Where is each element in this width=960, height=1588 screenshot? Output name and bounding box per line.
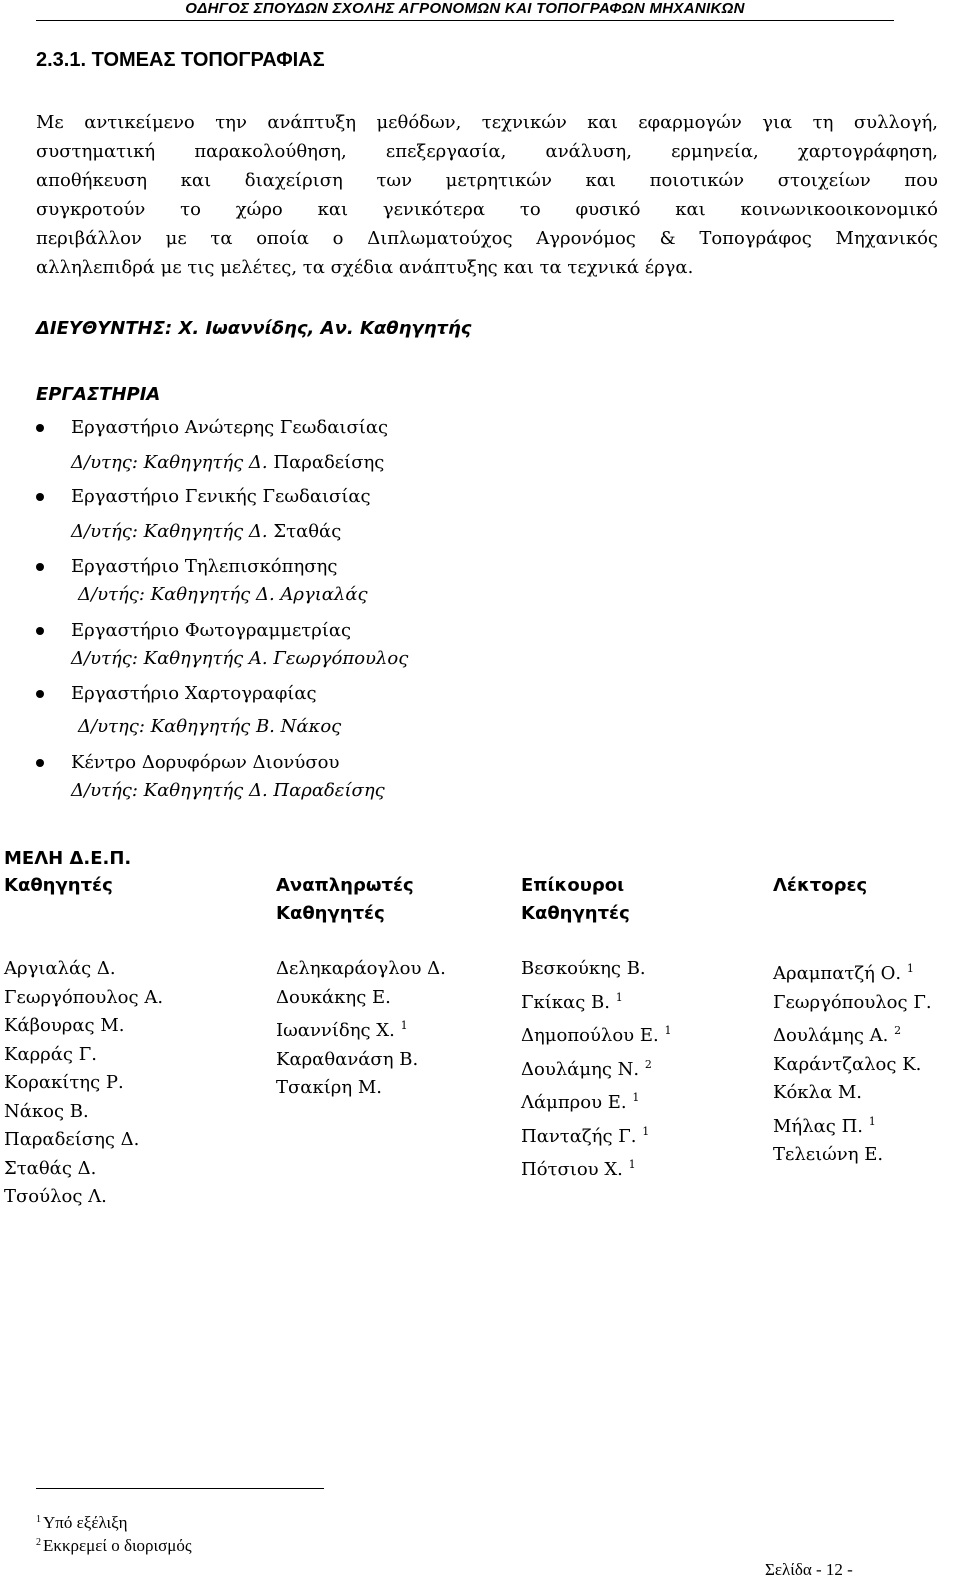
lab-head: Δ/υτής: Καθηγητής Δ. Παραδείσης <box>71 780 385 801</box>
staff-column <box>521 955 671 1185</box>
bullet-icon <box>36 759 44 767</box>
staff-member: Δημοπούλου Ε. $^1$ <box>521 1024 672 1046</box>
director-line: ΔΙΕΥΘΥΝΤΗΣ: Χ. Ιωαννίδης, Αν. Καθηγητής <box>36 318 472 339</box>
lab-name: Κέντρο Δορυφόρων Διονύσου <box>71 752 340 773</box>
staff-member: Νάκος Β. <box>4 1100 89 1122</box>
bullet-icon <box>36 493 44 501</box>
staff-column <box>773 955 932 1170</box>
staff-member: Δεληκαράογλου Δ. <box>276 958 446 979</box>
staff-member: Βεσκούκης Β. <box>521 958 646 979</box>
lab-name: Εργαστήριο Γενικής Γεωδαισίας <box>71 486 371 507</box>
staff-member: Λάμπρου Ε. $^1$ <box>521 1091 640 1113</box>
footnote-marker: 1 <box>906 962 914 975</box>
staff-member: Σταθάς Δ. <box>4 1157 97 1179</box>
staff-member: Κορακίτης Ρ. <box>4 1072 124 1093</box>
staff-member: Τελειώνη Ε. <box>773 1144 884 1165</box>
lab-head: Δ/υτής: Καθηγητής Α. Γεωργόπουλος <box>71 648 409 669</box>
staff-column <box>4 955 163 1212</box>
bullet-icon <box>36 563 44 571</box>
lab-name: Εργαστήριο Χαρτογραφίας <box>71 683 317 704</box>
footnote-marker: 1 <box>400 1019 408 1032</box>
footnote-marker: 1 <box>868 1114 876 1128</box>
column-heading-assistant: Επίκουροι Καθηγητές <box>521 875 630 924</box>
staff-member: Πότσιου Χ. $^1$ <box>521 1158 636 1180</box>
footnote-divider <box>36 1488 324 1489</box>
staff-member: Ιωαννίδης Χ. $^1$ <box>276 1019 408 1041</box>
lab-name: Εργαστήριο Φωτογραμμετρίας <box>71 620 352 641</box>
lab-name: Εργαστήριο Ανώτερης Γεωδαισίας <box>71 417 389 438</box>
intro-line: συστηματική παρακολούθηση, επεξεργασία, ανάλυση, ερμηνεία, χαρτογράφηση, <box>36 141 938 162</box>
staff-member: Τσακίρη Μ. <box>276 1077 382 1098</box>
intro-line: Με αντικείμενο την ανάπτυξη μεθόδων, τεχνικών και εφαρμογών για τη συλλογή, <box>36 112 938 133</box>
staff-member: Γκίκας Β. $^1$ <box>521 990 623 1013</box>
lab-head: Δ/υτης: Καθηγητής Β. Νάκος <box>78 716 342 737</box>
footnote-marker: 1 <box>632 1091 640 1104</box>
footnote-marker: 2 <box>644 1057 652 1071</box>
staff-member: Αργιαλάς Δ. <box>4 958 116 979</box>
running-header: ΟΔΗΓΟΣ ΣΠΟΥΔΩΝ ΣΧΟΛΗΣ ΑΓΡΟΝΟΜΩΝ ΚΑΙ ΤΟΠΟΓΡΑΦΩΝ ΜΗΧΑΝΙΚΩΝ <box>36 0 894 21</box>
section-title: 2.3.1. ΤΟΜΕΑΣ ΤΟΠΟΓΡΑΦΙΑΣ <box>36 49 325 71</box>
bullet-icon <box>36 627 44 635</box>
staff-member: Καρράς Γ. <box>4 1043 97 1065</box>
staff-member: Καραθανάση Β. <box>276 1048 419 1070</box>
lab-head: Δ/υτής: Καθηγητής Δ. Σταθάς <box>71 521 342 542</box>
footnote-marker: 1 <box>664 1024 672 1037</box>
staff-member: Δουλάμης Ν. $^2$ <box>521 1057 652 1080</box>
bullet-icon <box>36 424 44 432</box>
intro-paragraph <box>36 108 938 282</box>
column-heading-lecturers: Λέκτορες <box>773 875 868 896</box>
staff-title: ΜΕΛΗ Δ.Ε.Π. <box>4 848 132 869</box>
staff-member: Δουκάκης Ε. <box>276 986 391 1008</box>
column-heading-professors: Καθηγητές <box>4 875 113 896</box>
intro-line: αποθήκευση και διαχείριση των μετρητικών και ποιοτικών στοιχείων που <box>36 170 938 191</box>
staff-column <box>276 955 446 1103</box>
column-heading-associate: Αναπληρωτές Καθηγητές <box>276 875 414 924</box>
staff-member: Τσούλος Λ. <box>4 1186 107 1207</box>
footnote-marker: 2 <box>894 1024 902 1037</box>
footnote: $^2$ Εκκρεμεί ο διορισμός <box>36 1536 192 1555</box>
footnote-marker: 1 <box>628 1158 636 1171</box>
footnote-marker: 1 <box>615 990 623 1004</box>
staff-member: Αραμπατζή Ο. $^1$ <box>773 962 914 984</box>
intro-line: συγκροτούν το χώρο και γενικότερα το φυσικό και κοινωνικοοικονομικό <box>36 199 938 220</box>
footnote: $^1$ Υπό εξέλιξη <box>36 1513 128 1532</box>
intro-line: αλληλεπιδρά με τις μελέτες, τα σχέδια ανάπτυξης και τα τεχνικά έργα. <box>36 257 694 278</box>
page-number: Σελίδα - 12 - <box>765 1560 853 1579</box>
staff-member: Κόκλα Μ. <box>773 1082 862 1103</box>
footnote-marker: 1 <box>642 1124 650 1138</box>
staff-member: Πανταζής Γ. $^1$ <box>521 1124 650 1147</box>
staff-member: Παραδείσης Δ. <box>4 1129 140 1150</box>
lab-head: Δ/υτής: Καθηγητής Δ. Αργιαλάς <box>78 584 368 605</box>
lab-head: Δ/υτης: Καθηγητής Δ. Παραδείσης <box>71 452 385 473</box>
staff-member: Γεωργόπουλος Α. <box>4 986 164 1008</box>
staff-member: Γεωργόπουλος Γ. <box>773 991 932 1013</box>
bullet-icon <box>36 690 44 698</box>
staff-member: Δουλάμης Α. $^2$ <box>773 1024 902 1046</box>
staff-member: Καράντζαλος Κ. <box>773 1053 922 1075</box>
staff-member: Κάβουρας Μ. <box>4 1015 125 1036</box>
intro-line: περιβάλλον με τα οποία ο Διπλωματούχος Αγρονόμος & Τοπογράφος Μηχανικός <box>36 228 938 249</box>
labs-title: ΕΡΓΑΣΤΗΡΙΑ <box>36 384 161 405</box>
staff-member: Μήλας Π. $^1$ <box>773 1114 876 1137</box>
lab-name: Εργαστήριο Τηλεπισκόπησης <box>71 556 338 577</box>
